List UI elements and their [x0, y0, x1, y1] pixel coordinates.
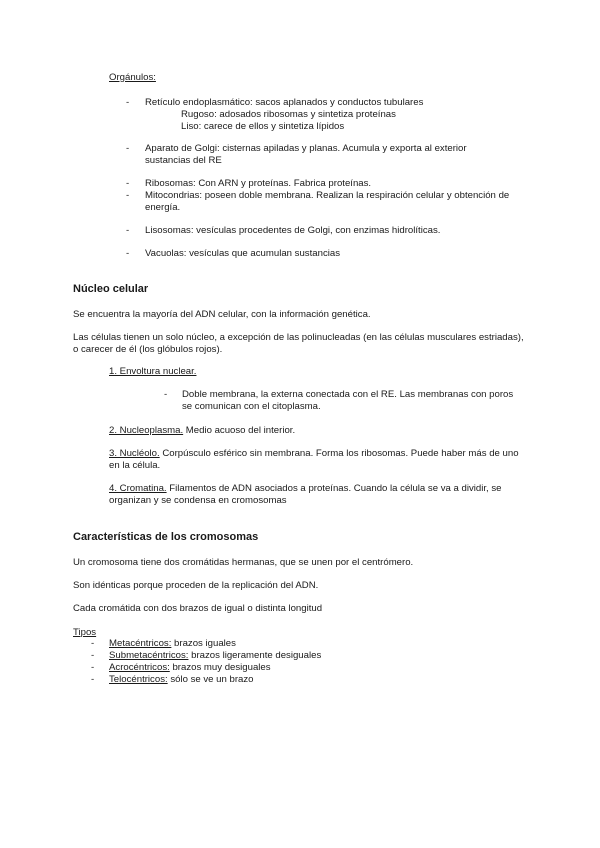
bullet-dash: - [164, 389, 168, 400]
cromosomas-paragraph-2: Son idénticas porque proceden de la replicación del ADN. [73, 580, 319, 591]
nucleoplasma-line [109, 425, 295, 437]
tipo-label: Submetacéntricos: [109, 650, 189, 661]
nucleo-paragraph-2: Las células tienen un solo núcleo, a excepción de las polinucleadas (en las células musculares estriadas), o carecer de él (los glóbulos rojos). [73, 332, 524, 355]
organulo-golgi: Aparato de Golgi: cisternas apiladas y planas. Acumula y exporta al exterior sustancias del RE [145, 143, 467, 166]
envoltura-label: 1. Envoltura nuclear. [109, 366, 197, 377]
tipo-label: Acrocéntricos: [109, 662, 170, 673]
bullet-dash: - [91, 650, 95, 661]
organulo-ribosomas: Ribosomas: Con ARN y proteínas. Fabrica proteínas. [145, 178, 372, 189]
bullet-dash: - [91, 638, 95, 649]
nucleolo-label: 3. Nucléolo. [109, 448, 160, 459]
nucleoplasma-label: 2. Nucleoplasma. [109, 425, 184, 436]
cromosomas-title: Características de los cromosomas [73, 531, 259, 543]
nucleo-paragraph-1: Se encuentra la mayoría del ADN celular, con la información genética. [73, 309, 371, 320]
organulo-mitocondrias: Mitocondrias: poseen doble membrana. Realizan la respiración celular y obtención de energía. [145, 190, 510, 213]
envoltura-item: Doble membrana, la externa conectada con el RE. Las membranas con poros se comunican con el citoplasma. [182, 389, 514, 412]
bullet-dash: - [126, 248, 130, 259]
tipo-item [109, 650, 321, 662]
cromatina-paragraph [109, 483, 529, 507]
organulo-re-liso: Liso: carece de ellos y sintetiza lípidos [181, 121, 345, 132]
bullet-dash: - [91, 662, 95, 673]
organulo-lisosomas: Lisosomas: vesículas procedentes de Golgi, con enzimas hidrolíticas. [145, 225, 441, 236]
tipo-text: brazos ligeramente desiguales [188, 650, 322, 661]
nucleoplasma-text: Medio acuoso del interior. [183, 425, 296, 436]
tipo-text: brazos iguales [171, 638, 236, 649]
tipo-item [109, 674, 254, 686]
tipo-text: brazos muy desiguales [169, 662, 271, 673]
tipo-item [109, 662, 271, 674]
cromatina-label: 4. Cromatina. [109, 483, 167, 494]
organulo-re-rugoso: Rugoso: adosados ribosomas y sintetiza proteínas [181, 109, 396, 120]
tipo-label: Telocéntricos: [109, 674, 168, 685]
bullet-dash: - [126, 190, 130, 201]
bullet-dash: - [91, 674, 95, 685]
tipo-text: sólo se ve un brazo [167, 674, 254, 685]
bullet-dash: - [126, 143, 130, 154]
cromatina-text: Filamentos de ADN asociados a proteínas. Cuando la célula se va a dividir, se organizan y se condensa en cromosomas [109, 483, 502, 506]
bullet-dash: - [126, 225, 130, 236]
bullet-dash: - [126, 178, 130, 189]
nucleolo-paragraph [109, 448, 524, 472]
tipo-item [109, 638, 236, 650]
cromosomas-paragraph-1: Un cromosoma tiene dos cromátidas hermanas, que se unen por el centrómero. [73, 557, 414, 568]
organulo-re: Retículo endoplasmático: sacos aplanados y conductos tubulares [145, 97, 424, 108]
organulos-heading: Orgánulos: [109, 72, 156, 83]
tipo-label: Metacéntricos: [109, 638, 172, 649]
bullet-dash: - [126, 97, 130, 108]
cromosomas-paragraph-3: Cada cromátida con dos brazos de igual o distinta longitud [73, 603, 323, 614]
organulo-vacuolas: Vacuolas: vesículas que acumulan sustancias [145, 248, 341, 259]
nucleolo-text: Corpúsculo esférico sin membrana. Forma los ribosomas. Puede haber más de uno en la célula. [109, 448, 519, 471]
nucleo-title: Núcleo celular [73, 283, 149, 295]
tipos-heading: Tipos [73, 627, 97, 638]
